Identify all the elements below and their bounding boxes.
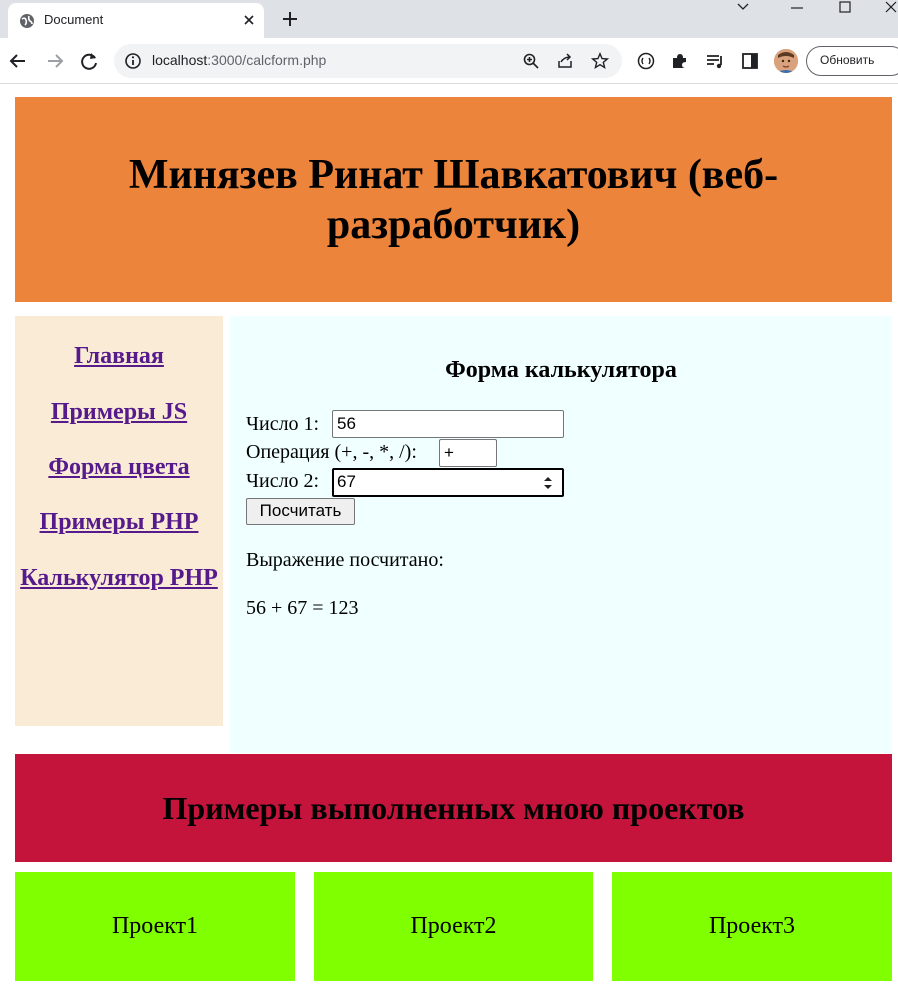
result-label: Выражение посчитано: [246, 549, 444, 571]
tab-strip [0, 0, 898, 38]
close-window-icon[interactable] [875, 0, 898, 18]
project-label: Проект1 [111, 913, 199, 939]
result-expression: 56 + 67 = 123 [246, 597, 359, 619]
operation-input[interactable]: + [439, 439, 497, 467]
minimize-icon[interactable] [782, 0, 812, 18]
projects-banner [15, 754, 892, 862]
site-info-icon[interactable] [124, 52, 142, 70]
browser-tab[interactable] [8, 3, 264, 38]
globe-icon [19, 13, 35, 29]
new-tab-icon[interactable] [280, 9, 300, 29]
number2-value: 67 [337, 472, 356, 491]
sidebar-item-home[interactable]: Главная [74, 343, 164, 369]
star-icon[interactable] [591, 52, 609, 70]
zoom-icon[interactable] [522, 52, 540, 70]
reading-list-icon[interactable] [705, 51, 725, 71]
number1-input[interactable]: 56 [332, 410, 564, 438]
url-path: :3000/calcform.php [207, 52, 327, 68]
page-header [15, 97, 892, 302]
calculator-section [230, 316, 892, 753]
number-stepper-icon[interactable] [542, 474, 554, 492]
operation-label: Операция (+, -, *, /): [246, 441, 417, 463]
user-face-icon [774, 49, 798, 73]
project-label: Проект3 [708, 913, 796, 939]
address-bar[interactable] [114, 44, 622, 78]
number2-input[interactable] [332, 468, 564, 497]
page-title: Минязев Ринат Шавкатович (веб-разработчик) [128, 151, 779, 248]
sidebar [15, 316, 223, 726]
url-text[interactable] [152, 52, 326, 68]
profile-avatar[interactable] [774, 49, 798, 73]
back-arrow-icon[interactable] [7, 50, 29, 72]
number1-label: Число 1: [246, 413, 320, 435]
sidebar-item-js-examples[interactable]: Примеры JS [50, 399, 188, 425]
side-panel-icon[interactable] [740, 51, 760, 71]
sidebar-item-php-calculator[interactable]: Калькулятор PHP [20, 565, 218, 591]
sidebar-item-color-form[interactable]: Форма цвета [48, 454, 190, 480]
puzzle-icon[interactable] [670, 51, 690, 71]
share-icon[interactable] [556, 52, 574, 70]
forward-arrow-icon[interactable] [44, 50, 66, 72]
browser-toolbar [0, 38, 898, 84]
projects-title: Примеры выполненных мною проектов [162, 789, 745, 826]
update-button[interactable]: Обновить [806, 46, 898, 76]
calculate-button[interactable]: Посчитать [246, 498, 355, 525]
url-host: localhost [152, 52, 208, 68]
sidebar-item-php-examples[interactable]: Примеры PHP [39, 509, 199, 535]
chevron-down-icon[interactable] [728, 0, 758, 18]
project-label: Проект2 [410, 913, 497, 939]
form-title: Форма калькулятора [445, 357, 677, 383]
extension-circle-icon[interactable] [636, 51, 656, 71]
project-card-2 [314, 872, 593, 981]
maximize-icon[interactable] [830, 0, 860, 18]
reload-icon[interactable] [78, 50, 100, 72]
number2-label: Число 2: [246, 470, 320, 492]
project-card-1 [15, 872, 295, 981]
project-card-3 [612, 872, 892, 981]
tab-title: Document [44, 12, 104, 27]
close-tab-icon[interactable] [240, 11, 258, 29]
